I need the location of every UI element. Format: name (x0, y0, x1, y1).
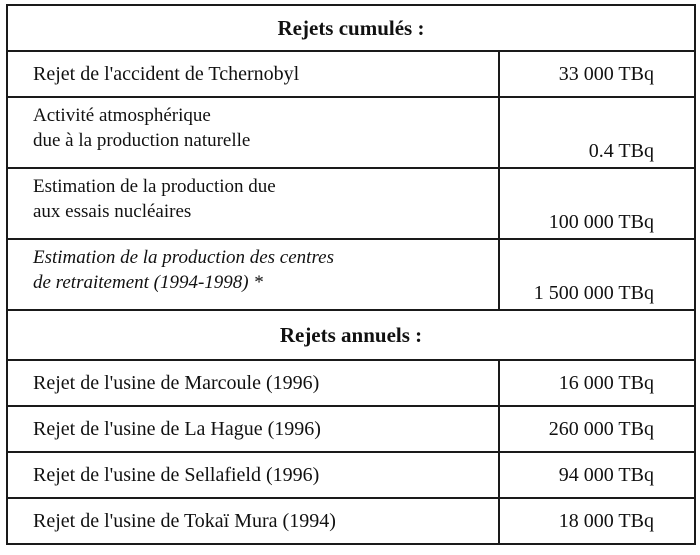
table-row (7, 360, 695, 406)
document-page (6, 4, 696, 545)
section-row-annual (7, 310, 695, 360)
row-label (7, 168, 499, 239)
table-row (7, 51, 695, 97)
row-label: Rejet de l'usine de Sellafield (1996) (7, 452, 499, 498)
row-value: 260 000 TBq (499, 406, 695, 452)
row-value: 0.4 TBq (499, 97, 695, 168)
section-row-cumulative (7, 5, 695, 51)
row-label-line: Estimation de la production des centres (33, 247, 334, 268)
row-value: 16 000 TBq (499, 360, 695, 406)
table-row (7, 168, 695, 239)
row-value: 18 000 TBq (499, 498, 695, 544)
row-label (7, 97, 499, 168)
section-heading-cumulative: Rejets cumulés : (7, 5, 695, 51)
row-label-line: de retraitement (1994-1998) * (33, 272, 263, 293)
table-row (7, 498, 695, 544)
row-label: Rejet de l'usine de Marcoule (1996) (7, 360, 499, 406)
row-label (7, 239, 499, 310)
table-row (7, 239, 695, 310)
row-value: 33 000 TBq (499, 51, 695, 97)
row-value: 100 000 TBq (499, 168, 695, 239)
table-row (7, 97, 695, 168)
row-value: 1 500 000 TBq (499, 239, 695, 310)
row-label-line: due à la production naturelle (33, 130, 251, 151)
row-label-line: Estimation de la production due (33, 176, 276, 197)
table-row (7, 406, 695, 452)
row-label: Rejet de l'usine de Tokaï Mura (1994) (7, 498, 499, 544)
row-label-line: aux essais nucléaires (33, 201, 192, 222)
row-label-line: Rejet de l'accident de Tchernobyl (33, 62, 300, 85)
row-label: Rejet de l'usine de La Hague (1996) (7, 406, 499, 452)
table-row (7, 452, 695, 498)
releases-table (6, 4, 696, 545)
row-label (7, 51, 499, 97)
row-label-line: Activité atmosphérique (33, 105, 211, 126)
row-value: 94 000 TBq (499, 452, 695, 498)
section-heading-annual: Rejets annuels : (7, 310, 695, 360)
